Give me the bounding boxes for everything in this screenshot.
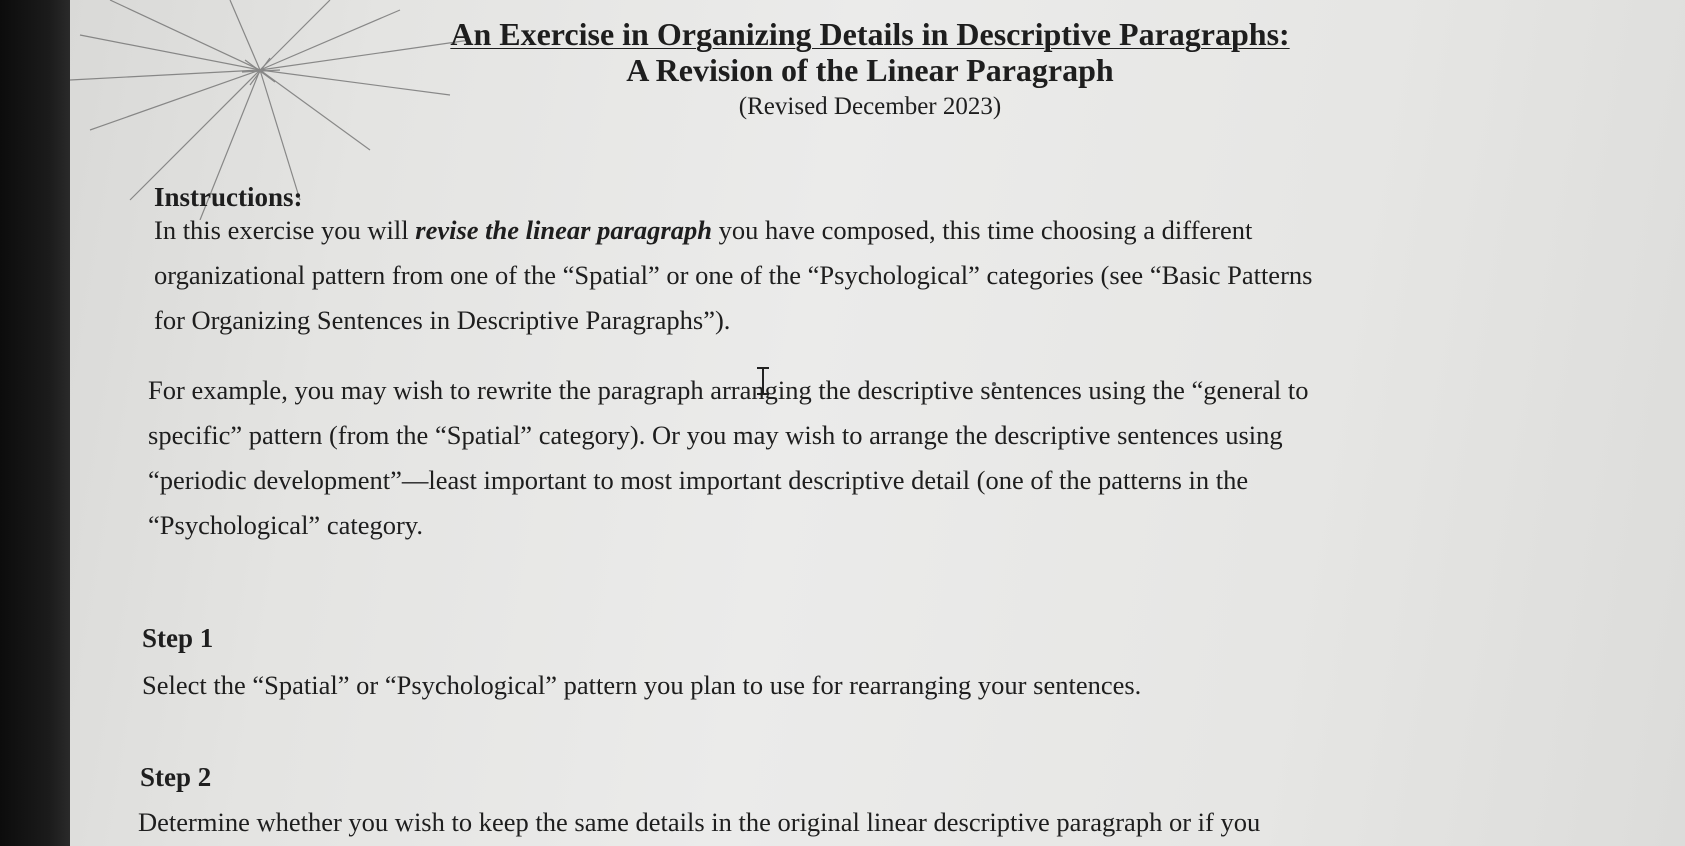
instructions-line-3: for Organizing Sentences in Descriptive Paragraphs”).	[154, 305, 731, 335]
document-title: An Exercise in Organizing Details in Descriptive Paragraphs:	[450, 16, 1290, 52]
instructions-line-2: organizational pattern from one of the “Spatial” or one of the “Psychological” categories (see “Basic Patterns	[154, 260, 1313, 290]
step-2-text: Determine whether you wish to keep the same details in the original linear descriptive paragraph or if you	[138, 807, 1261, 837]
step-1-text: Select the “Spatial” or “Psychological” pattern you plan to use for rearranging your sentences.	[142, 670, 1142, 700]
example-line-3: “periodic development”—least important to most important descriptive detail (one of the patterns in the	[148, 465, 1249, 495]
document-subtitle: A Revision of the Linear Paragraph	[626, 52, 1114, 88]
instructions-emphasis: revise the linear paragraph	[415, 215, 712, 245]
step-1-heading: Step 1	[142, 623, 214, 653]
example-line-1: For example, you may wish to rewrite the paragraph arranging the descriptive sentences using the “general to	[148, 375, 1309, 405]
example-line-2: specific” pattern (from the “Spatial” category). Or you may wish to arrange the descriptive sentences using	[148, 420, 1283, 450]
step-2-heading: Step 2	[140, 762, 212, 792]
instructions-line-1: In this exercise you will revise the linear paragraph you have composed, this time choosing a different	[154, 215, 1253, 245]
example-paragraph	[148, 368, 1308, 548]
instructions-paragraph	[154, 208, 1312, 343]
revision-date: (Revised December 2023)	[738, 93, 1002, 120]
monitor-bezel	[0, 0, 70, 846]
example-line-4: “Psychological” category.	[148, 510, 423, 540]
document-title-block	[70, 16, 1670, 124]
document-page	[70, 0, 1685, 846]
instructions-heading: Instructions:	[154, 182, 303, 212]
